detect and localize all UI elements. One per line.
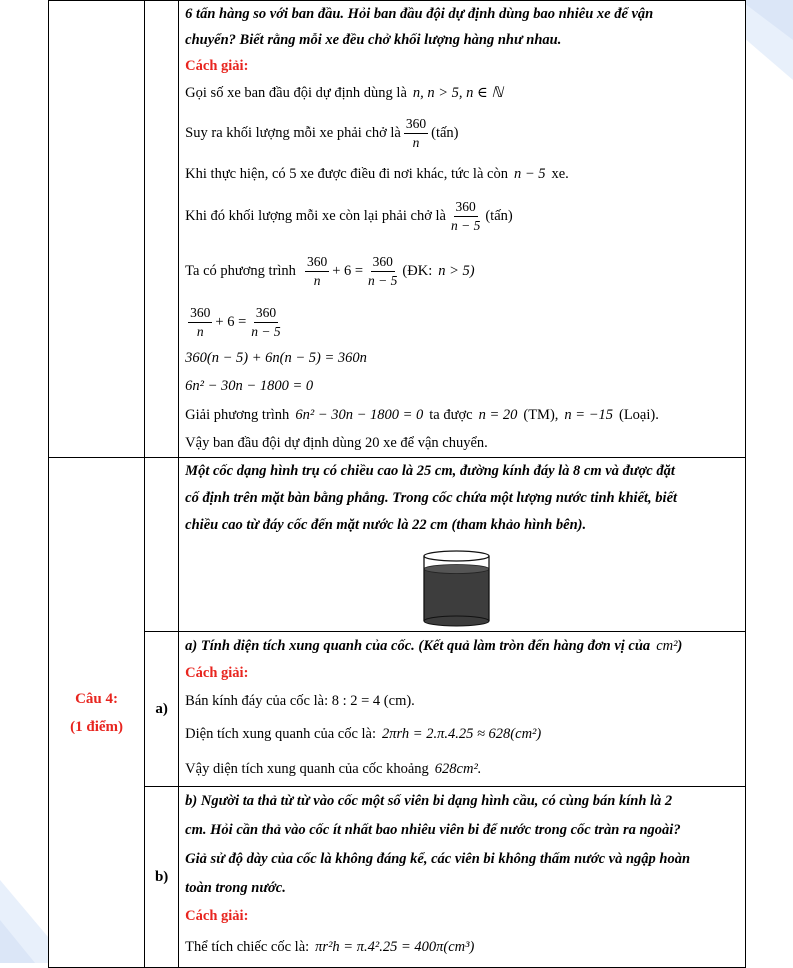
part-a-area-line — [185, 716, 739, 752]
numerator: 360 — [371, 254, 395, 272]
numerator: 360 — [404, 116, 428, 134]
part-b-label: b) — [154, 868, 169, 885]
unit: (tấn) — [485, 207, 513, 224]
math: n − 5 — [513, 165, 546, 182]
numerator: 360 — [254, 305, 278, 323]
part-a-question — [185, 632, 739, 660]
text: Giải phương trình — [185, 406, 290, 423]
part-b-question-line-2: cm. Hỏi cần thả vào cốc ít nhất bao nhiêu viên bi để nước trong cốc tràn ra ngoài? — [185, 822, 681, 838]
part-b-row — [49, 787, 746, 968]
question4-stem-line-3: chiều cao từ đáy cốc đến mặt nước là 22 cm (tham khảo hình bên). — [185, 517, 587, 533]
part-a-label-cell — [145, 632, 179, 787]
question4-number: Câu 4: — [75, 690, 119, 707]
fraction-360-n — [188, 305, 212, 339]
part-b-volume-line — [185, 929, 739, 965]
unit: cm² — [656, 637, 678, 654]
text: Khi đó khối lượng mỗi xe còn lại phải chở là — [185, 207, 446, 224]
question4-stem-line-1: Một cốc dạng hình trụ có chiều cao là 25 cm, đường kính đáy là 8 cm và được đặt — [185, 463, 675, 479]
solution-line-equation — [185, 243, 739, 299]
text: Khi thực hiện, có 5 xe được điều đi nơi khác, tức là còn — [185, 165, 508, 182]
solution-line-equation-restated — [185, 299, 739, 345]
text: Suy ra khối lượng mỗi xe phải chở là — [185, 124, 401, 141]
root-1: n = 20 — [478, 406, 518, 423]
math: 2πrh = 2.π.4.25 ≈ 628(cm²) — [382, 725, 542, 742]
part-b-question-line-3: Giả sử độ dày của cốc là không đáng kể, các viên bi không thấm nước và ngập hoàn — [185, 851, 691, 867]
part-a-radius-line: Bán kính đáy của cốc là: 8 : 2 = 4 (cm). — [185, 692, 415, 709]
text: a) Tính diện tích xung quanh của cốc. (Kết quả làm tròn đến hàng đơn vị của — [185, 637, 651, 654]
fraction-360-n-5 — [249, 305, 282, 339]
text: (TM), — [523, 406, 559, 423]
part-b-question-line-4: toàn trong nước. — [185, 880, 286, 896]
part-b-content-cell — [179, 787, 746, 968]
part-b-solution-label: Cách giải: — [185, 907, 249, 924]
math: n, n > 5, n ∈ ℕ — [412, 84, 504, 101]
text: Diện tích xung quanh của cốc là: — [185, 725, 377, 742]
fraction-360-n — [305, 254, 329, 288]
solution-line-quadratic: 6n² − 30n − 1800 = 0 — [185, 377, 314, 394]
solution-line-new-load — [185, 189, 739, 243]
text: Ta có phương trình — [185, 262, 296, 279]
solution-label: Cách giải: — [185, 57, 249, 74]
text: ) — [677, 637, 683, 654]
fraction-360-n-5 — [449, 199, 482, 233]
part-a-solution-label: Cách giải: — [185, 664, 249, 681]
fraction-360-n-5 — [366, 254, 399, 288]
part-a-label: a) — [155, 700, 168, 717]
denominator: n − 5 — [450, 217, 481, 233]
question3-sublabel-cell — [145, 1, 179, 458]
part-a-content-cell — [179, 632, 746, 787]
condition: (ĐK: — [402, 262, 433, 279]
question3-content-cell — [179, 1, 746, 458]
cylinder-cup-illustration — [179, 539, 745, 629]
denominator: n — [313, 272, 321, 288]
fraction-360-n — [404, 116, 428, 150]
question4-label-cell — [49, 458, 145, 968]
text: Thể tích chiếc cốc là: — [185, 938, 310, 955]
solution-conclusion: Vậy ban đầu đội dự định dùng 20 xe để vận chuyển. — [185, 434, 488, 451]
condition-math: n > 5) — [438, 262, 475, 279]
part-a-conclusion — [185, 752, 739, 786]
denominator: n − 5 — [251, 323, 281, 339]
text: xe. — [551, 165, 569, 182]
denominator: n — [196, 323, 204, 339]
root-2: n = −15 — [564, 406, 613, 423]
numerator: 360 — [188, 305, 212, 323]
part-b-question-line-1: b) Người ta thả từ từ vào cốc một số viên bi dạng hình cầu, có cùng bán kính là 2 — [185, 793, 673, 809]
question3-label-cell — [49, 1, 145, 458]
solution-line-expanded: 360(n − 5) + 6n(n − 5) = 360n — [185, 349, 367, 366]
part-a-row — [49, 632, 746, 787]
operator: + 6 = — [332, 262, 364, 279]
question4-stem-sublabel-cell — [145, 458, 179, 632]
question4-stem-line-2: cố định trên mặt bàn bằng phẳng. Trong cốc chứa một lượng nước tinh khiết, biết — [185, 490, 678, 506]
text: ta được — [429, 406, 473, 423]
numerator: 360 — [305, 254, 329, 272]
question4-points: (1 điểm) — [70, 718, 124, 735]
solution-line-remaining-trucks — [185, 159, 739, 189]
denominator: n − 5 — [368, 272, 398, 288]
solution-line-roots — [185, 401, 739, 429]
question3-row — [49, 1, 746, 458]
text: (Loại). — [619, 406, 659, 423]
denominator: n — [412, 134, 420, 150]
math: πr²h = π.4².25 = 400π(cm³) — [315, 938, 475, 955]
numerator: 360 — [454, 199, 478, 217]
question4-stem-cell — [179, 458, 746, 632]
math: 628cm². — [434, 760, 482, 777]
part-b-label-cell — [145, 787, 179, 968]
math: 6n² − 30n − 1800 = 0 — [295, 406, 424, 423]
solution-table — [48, 0, 746, 968]
solution-line-variable — [185, 79, 739, 107]
unit: (tấn) — [431, 124, 459, 141]
solution-line-load-per-truck — [185, 107, 739, 159]
text: Vậy diện tích xung quanh của cốc khoảng — [185, 760, 429, 777]
problem-text-line-1: 6 tấn hàng so với ban đầu. Hỏi ban đầu đội dự định dùng bao nhiêu xe để vận — [185, 5, 654, 22]
cup-figure — [185, 539, 739, 629]
answer-sheet — [48, 0, 746, 963]
question4-stem-row — [49, 458, 746, 632]
problem-text-line-2: chuyển? Biết rằng mỗi xe đều chở khối lượng hàng như nhau. — [185, 31, 562, 48]
text: Gọi số xe ban đầu đội dự định dùng là — [185, 84, 407, 101]
operator: + 6 = — [215, 313, 247, 330]
